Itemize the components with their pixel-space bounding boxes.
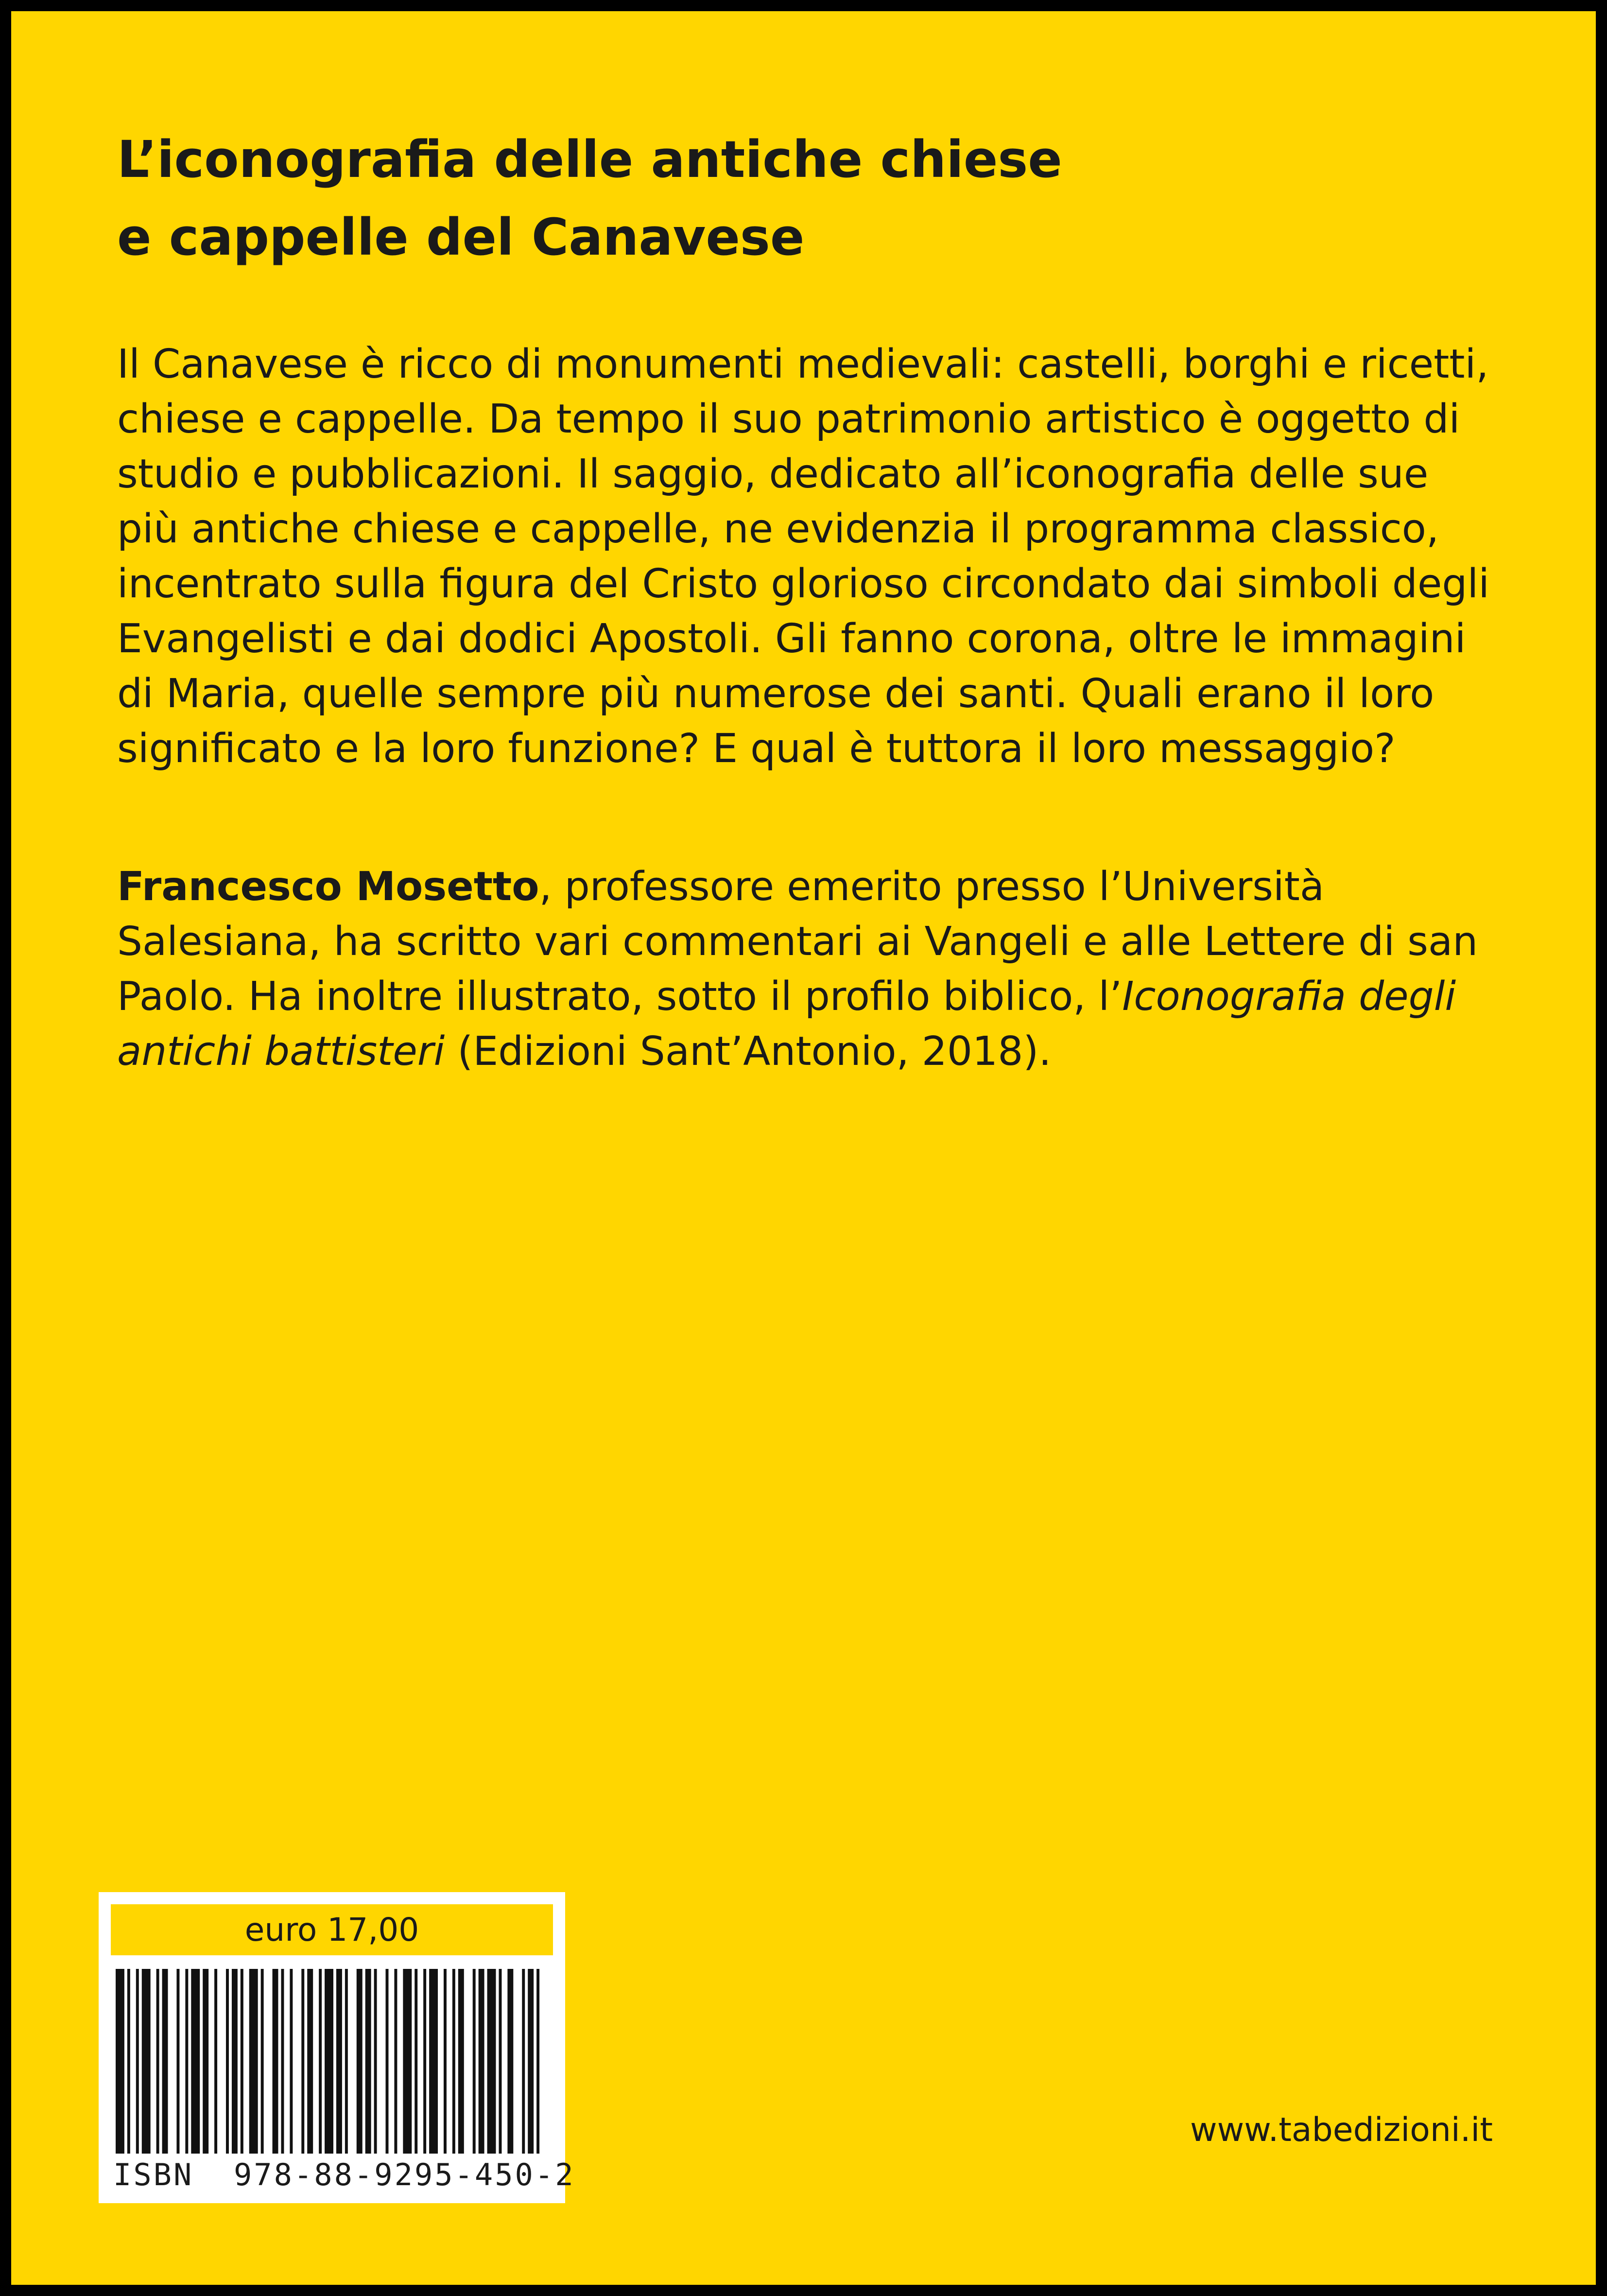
bio-line-4 (117, 1024, 1502, 1079)
author-name: Francesco Mosetto (117, 864, 539, 910)
barcode-bar (307, 1969, 313, 2154)
barcode-bar (479, 1969, 484, 2154)
back-cover (11, 11, 1596, 2285)
barcode-bar (487, 1969, 496, 2154)
bio-text: Paolo. Ha inoltre illustrato, sotto il profilo biblico, l’ (117, 974, 1123, 1020)
description-line: significato e la loro funzione? E qual è tuttora il loro messaggio? (117, 726, 1396, 772)
barcode-bar (423, 1969, 426, 2154)
barcode-bar (273, 1969, 278, 2154)
book-description (117, 337, 1502, 776)
barcode-bar (458, 1969, 464, 2154)
barcode-bar (499, 1969, 501, 2154)
barcode-bar (357, 1969, 363, 2154)
barcode-bar (241, 1969, 243, 2154)
title-line-2: e cappelle del Canavese (117, 208, 805, 267)
bio-line-3 (117, 969, 1502, 1024)
book-reference-italic: Iconografia degli (1122, 974, 1456, 1020)
barcode-bar (429, 1969, 438, 2154)
barcode-bar (415, 1969, 417, 2154)
description-line: Il Canavese è ricco di monumenti medievali: castelli, borghi e ricetti, (117, 341, 1489, 387)
barcode-bar (403, 1969, 412, 2154)
description-line: più antiche chiese e cappelle, ne evidenzia il programma classico, (117, 506, 1439, 552)
barcode-bar (444, 1969, 447, 2154)
barcode-bar (365, 1969, 371, 2154)
barcode-bar (281, 1969, 284, 2154)
isbn-number: ISBN 978-88-9295-450-2 (113, 2157, 575, 2192)
bio-text: (Edizioni Sant’Antonio, 2018). (445, 1028, 1052, 1075)
title-line-1: L’iconografia delle antiche chiese (117, 130, 1062, 189)
barcode-bar (394, 1969, 397, 2154)
bio-text: , professore emerito presso l’Università (539, 864, 1325, 910)
barcode-bar (319, 1969, 322, 2154)
bio-line-2: Salesiana, ha scritto vari commentari ai Vangeli e alle Lettere di san (117, 919, 1478, 965)
barcode-box (99, 1892, 575, 2203)
barcode-bar (473, 1969, 476, 2154)
bio-line-1 (117, 859, 1502, 914)
barcode-bar (116, 1969, 124, 2154)
barcode-bar (301, 1969, 304, 2154)
barcode-bar (127, 1969, 130, 2154)
barcode-bar (507, 1969, 513, 2154)
barcode-bar (142, 1969, 151, 2154)
author-bio (117, 859, 1502, 1079)
barcode-bar (232, 1969, 238, 2154)
barcode-bar (336, 1969, 342, 2154)
barcode-bar (261, 1969, 264, 2154)
barcode-bar (162, 1969, 168, 2154)
barcode-bar (290, 1969, 293, 2154)
barcode-bar (345, 1969, 348, 2154)
book-title (117, 121, 1478, 276)
barcode-bar (176, 1969, 179, 2154)
barcode-bar (191, 1969, 200, 2154)
description-line: Evangelisti e dai dodici Apostoli. Gli fanno corona, oltre le immagini (117, 616, 1466, 662)
barcode-bar (226, 1969, 229, 2154)
barcode-bar (536, 1969, 539, 2154)
description-line: di Maria, quelle sempre più numerose dei santi. Quali erano il loro (117, 671, 1434, 717)
barcode-bar (522, 1969, 525, 2154)
barcode-bar (374, 1969, 377, 2154)
barcode-bars (116, 1969, 548, 2154)
barcode-bar (528, 1969, 534, 2154)
price-label: euro 17,00 (111, 1904, 553, 1955)
publisher-website: www.tabedizioni.it (1190, 2111, 1493, 2149)
barcode-bar (203, 1969, 208, 2154)
barcode-bar (452, 1969, 455, 2154)
barcode-bar (136, 1969, 139, 2154)
barcode-bar (249, 1969, 258, 2154)
barcode-bar (325, 1969, 333, 2154)
barcode-bar (156, 1969, 159, 2154)
description-line: studio e pubblicazioni. Il saggio, dedicato all’iconografia delle sue (117, 451, 1429, 497)
barcode-bar (185, 1969, 188, 2154)
barcode-bar (214, 1969, 217, 2154)
description-line: chiese e cappelle. Da tempo il suo patrimonio artistico è oggetto di (117, 396, 1460, 442)
book-reference-italic: antichi battisteri (117, 1028, 445, 1075)
description-line: incentrato sulla figura del Cristo glorioso circondato dai simboli degli (117, 561, 1490, 607)
barcode-bar (386, 1969, 389, 2154)
